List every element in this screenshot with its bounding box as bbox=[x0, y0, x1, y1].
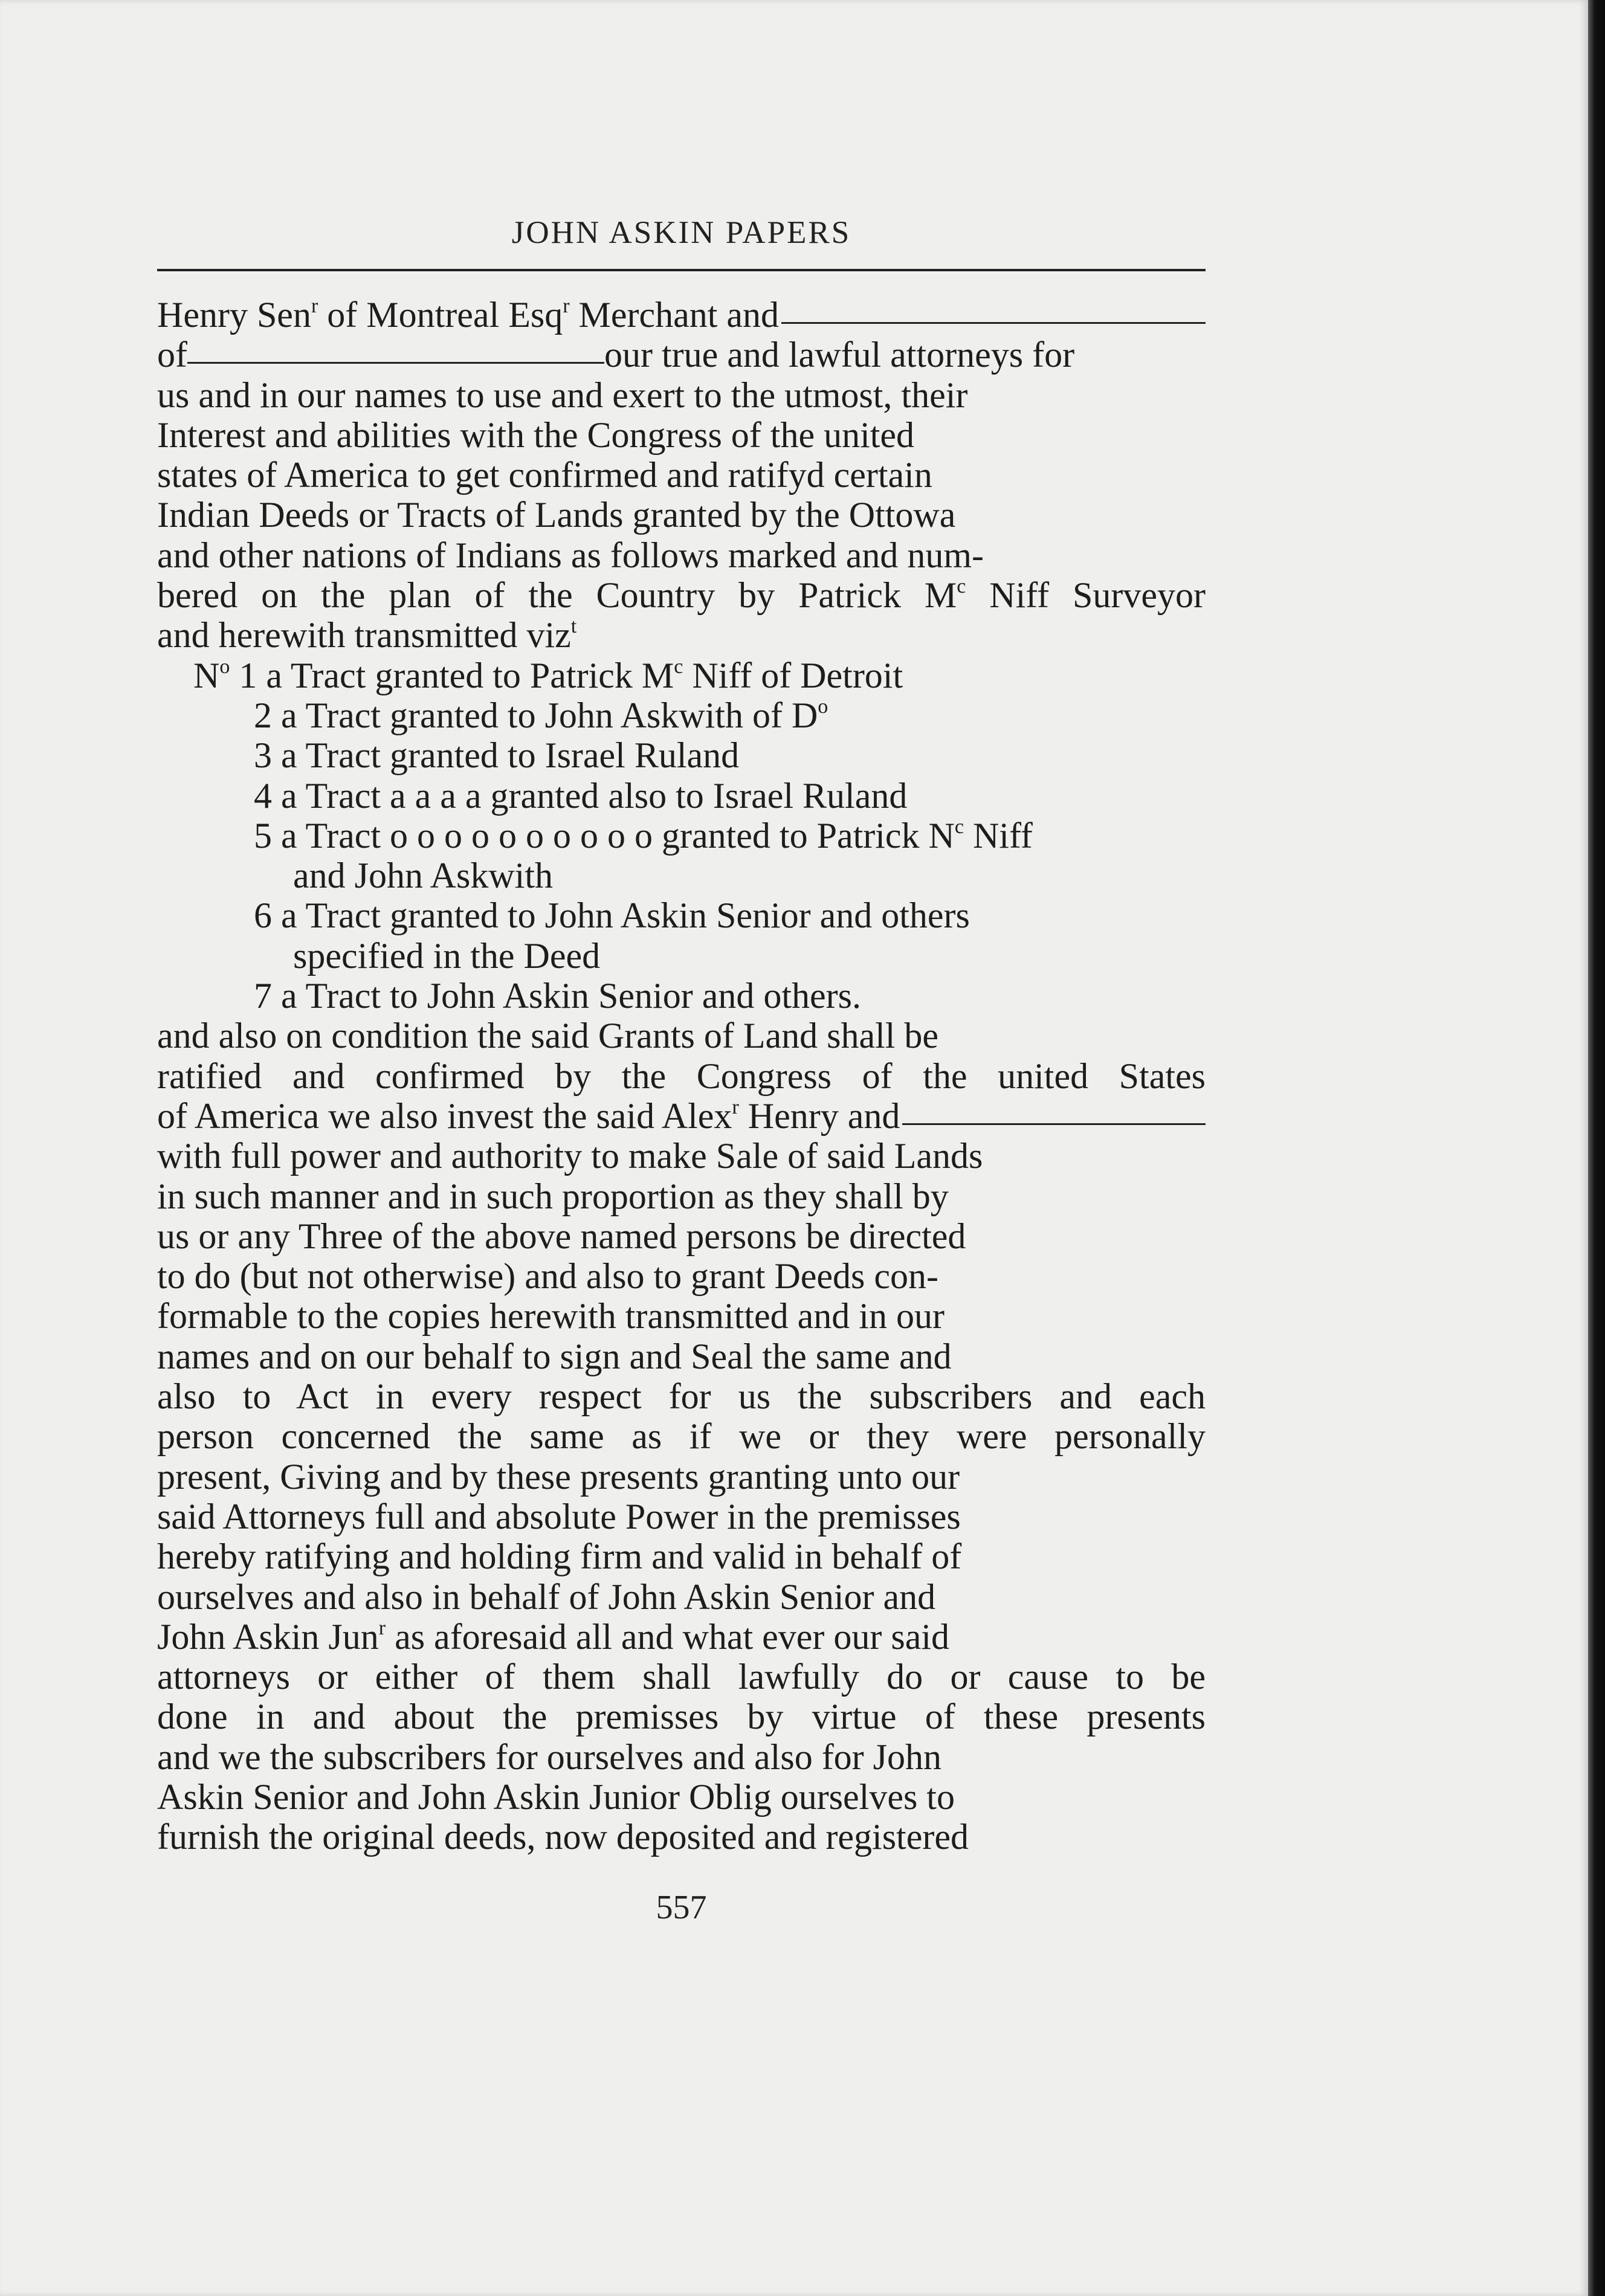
superscript: o bbox=[219, 655, 230, 678]
text-run: states of America to get confirmed and ratifyd certain bbox=[157, 455, 932, 495]
text-line bbox=[157, 1096, 1206, 1136]
text-run bbox=[157, 295, 779, 335]
text-run: with full power and authority to make Sale of said Lands bbox=[157, 1136, 983, 1176]
text-run bbox=[254, 816, 1033, 856]
text-line bbox=[157, 1296, 1206, 1336]
text-line bbox=[157, 1537, 1206, 1576]
text-run: formable to the copies herewith transmitted and in our bbox=[157, 1296, 945, 1337]
list-item-continuation bbox=[157, 856, 1206, 895]
header-rule bbox=[157, 269, 1206, 271]
list-item bbox=[157, 695, 1206, 735]
text-run: Merchant and bbox=[569, 295, 780, 335]
text-line bbox=[157, 1777, 1206, 1817]
text-run: John Askin Jun bbox=[157, 1616, 379, 1657]
running-head: JOHN ASKIN PAPERS bbox=[511, 215, 851, 250]
text-line bbox=[157, 615, 1206, 655]
superscript: o bbox=[818, 695, 828, 718]
superscript: c bbox=[957, 575, 966, 598]
text-run: of bbox=[157, 335, 187, 375]
superscript: t bbox=[570, 615, 577, 638]
text-run: Indian Deeds or Tracts of Lands granted by the Ottowa bbox=[157, 495, 956, 535]
text-run bbox=[157, 1096, 900, 1136]
text-run: to do (but not otherwise) and also to grant Deeds con- bbox=[157, 1256, 939, 1297]
text-run: and also on condition the said Grants of Land shall be bbox=[157, 1016, 939, 1056]
superscript: r bbox=[563, 295, 570, 317]
text-line bbox=[157, 295, 1206, 335]
text-line bbox=[157, 1697, 1206, 1737]
text-run: 7 a Tract to John Askin Senior and others. bbox=[254, 976, 861, 1016]
superscript: c bbox=[954, 815, 964, 838]
list-item bbox=[157, 776, 1206, 816]
text-run: N bbox=[193, 655, 220, 695]
text-run: of America we also invest the said Alex bbox=[157, 1095, 732, 1136]
text-line bbox=[157, 1256, 1206, 1296]
text-run: said Attorneys full and absolute Power in the premisses bbox=[157, 1496, 961, 1537]
text-line bbox=[157, 1216, 1206, 1256]
text-run: names and on our behalf to sign and Seal the same and bbox=[157, 1336, 952, 1376]
text-run: Henry and bbox=[738, 1095, 900, 1136]
text-line bbox=[157, 455, 1206, 495]
text-run: also to Act in every respect for us the subscribers and each bbox=[157, 1376, 1206, 1417]
text-run: ourselves and also in behalf of John Askin Senior and bbox=[157, 1576, 936, 1617]
list-item bbox=[157, 895, 1206, 935]
text-line bbox=[157, 575, 1206, 615]
text-line bbox=[157, 1136, 1206, 1176]
text-run: in such manner and in such proportion as they shall by bbox=[157, 1176, 949, 1216]
text-run: and John Askwith bbox=[293, 856, 554, 896]
body-text bbox=[157, 295, 1206, 1857]
text-run: of Montreal Esq bbox=[318, 295, 563, 335]
list-item bbox=[157, 816, 1206, 856]
text-line bbox=[157, 495, 1206, 535]
text-line bbox=[157, 1497, 1206, 1537]
list-item bbox=[157, 976, 1206, 1016]
text-run: and other nations of Indians as follows marked and num- bbox=[157, 535, 984, 575]
text-run: us or any Three of the above named persons be directed bbox=[157, 1216, 966, 1256]
text-run: 5 a Tract o o o o o o o o o o granted to Patrick N bbox=[254, 815, 955, 856]
text-run: Interest and abilities with the Congress of the united bbox=[157, 414, 915, 455]
text-line bbox=[157, 1016, 1206, 1056]
text-line bbox=[157, 375, 1206, 415]
list-item bbox=[157, 656, 1206, 695]
text-line bbox=[157, 1817, 1206, 1857]
text-run bbox=[157, 1617, 949, 1657]
text-line bbox=[157, 1577, 1206, 1617]
text-run: Niff bbox=[963, 815, 1033, 856]
text-run: as aforesaid all and what ever our said bbox=[386, 1616, 950, 1657]
text-line bbox=[157, 535, 1206, 575]
page-number: 557 bbox=[656, 1889, 707, 1926]
text-run bbox=[254, 695, 828, 735]
text-run: 4 a Tract a a a a granted also to Israel Ruland bbox=[254, 775, 908, 816]
text-run: ratified and confirmed by the Congress of the united States bbox=[157, 1056, 1206, 1096]
text-line bbox=[157, 1056, 1206, 1096]
text-line bbox=[157, 1737, 1206, 1777]
blank-line bbox=[781, 295, 1206, 324]
text-run bbox=[193, 656, 903, 695]
text-run: specified in the Deed bbox=[293, 935, 601, 976]
text-run: attorneys or either of them shall lawfully do or cause to be bbox=[157, 1657, 1206, 1697]
list-item bbox=[157, 735, 1206, 775]
text-run: Askin Senior and John Askin Junior Oblig ourselves to bbox=[157, 1776, 955, 1817]
text-line bbox=[157, 1337, 1206, 1376]
text-line bbox=[157, 335, 1206, 375]
text-line bbox=[157, 1617, 1206, 1657]
page-edge-shadow bbox=[1588, 0, 1605, 2296]
text-run: us and in our names to use and exert to the utmost, their bbox=[157, 375, 968, 415]
text-line bbox=[157, 1657, 1206, 1697]
text-run: and herewith transmitted viz bbox=[157, 615, 571, 656]
text-run: hereby ratifying and holding firm and valid in behalf of bbox=[157, 1537, 962, 1577]
text-run: 2 a Tract granted to John Askwith of D bbox=[254, 695, 818, 735]
superscript: c bbox=[674, 655, 683, 678]
superscript: r bbox=[378, 1616, 386, 1639]
text-line bbox=[157, 415, 1206, 455]
text-line bbox=[157, 1457, 1206, 1497]
text-run: Niff of Detroit bbox=[683, 655, 903, 695]
text-line bbox=[157, 1376, 1206, 1416]
text-line bbox=[157, 1176, 1206, 1216]
superscript: r bbox=[311, 295, 318, 317]
text-run: 3 a Tract granted to Israel Ruland bbox=[254, 735, 740, 776]
text-run: Niff Surveyor bbox=[966, 575, 1206, 616]
superscript: r bbox=[732, 1095, 739, 1118]
text-run bbox=[157, 615, 576, 655]
text-run: and we the subscribers for ourselves and also for John bbox=[157, 1737, 941, 1777]
text-run: Henry Sen bbox=[157, 295, 311, 335]
text-run: done in and about the premisses by virtue of these presents bbox=[157, 1697, 1206, 1737]
text-run: person concerned the same as if we or they were personally bbox=[157, 1416, 1206, 1457]
text-run bbox=[157, 575, 1206, 615]
text-run: bered on the plan of the Country by Patrick M bbox=[157, 575, 957, 616]
text-run: our true and lawful attorneys for bbox=[604, 335, 1075, 375]
text-run: furnish the original deeds, now deposited and registered bbox=[157, 1817, 969, 1857]
text-run: present, Giving and by these presents granting unto our bbox=[157, 1456, 960, 1497]
blank-line bbox=[187, 335, 604, 364]
blank-line bbox=[902, 1096, 1206, 1125]
list-item-continuation bbox=[157, 936, 1206, 976]
text-run: 1 a Tract granted to Patrick M bbox=[230, 655, 674, 695]
text-run: 6 a Tract granted to John Askin Senior and others bbox=[254, 895, 970, 936]
text-line bbox=[157, 1416, 1206, 1456]
